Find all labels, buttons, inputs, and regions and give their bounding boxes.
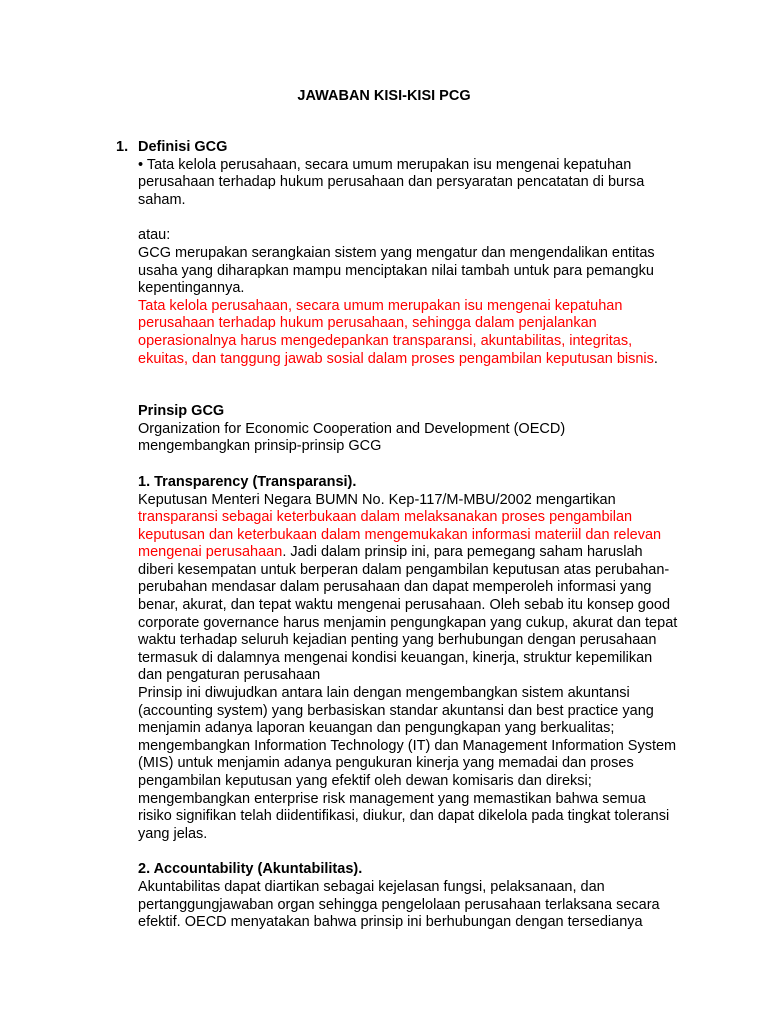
highlight-end: . [653, 350, 658, 367]
transparency-rest: . Jadi dalam prinsip ini, para pemegang saham haruslah diberi kesempatan untuk berperan dalam pengambilan keputusan atas perubahan-perubahan mendasar dalam perusahaan dan dapat memperoleh informasi yang benar, akurat, dan tepat waktu mengenai perusahaan. Oleh sebab itu konsep good corporate governance harus menjamin pengungkapan yang cukup, akurat dan tepat waktu terhadap seluruh kejadian penting yang berhubungan dengan perusahaan termasuk di dalamnya mengenai kondisi keuangan, kinerja, struktur kepemilikan dan pengaturan perusahaan [138, 544, 678, 684]
transparency-paragraph [138, 492, 678, 686]
section-number: 1. [116, 139, 129, 155]
document-body [138, 139, 678, 932]
principles-heading: Prinsip GCG [138, 403, 225, 420]
or-label: atau: [138, 227, 171, 244]
transparency-lead: Keputusan Menteri Negara BUMN No. Kep-117/M-MBU/2002 mengartikan [138, 491, 616, 508]
principles-intro: Organization for Economic Cooperation and Development (OECD) mengembangkan prinsip-prinsip GCG [138, 420, 566, 455]
definition-bullet: • Tata kelola perusahaan, secara umum merupakan isu mengenai kepatuhan perusahaan terhadap hukum perusahaan dan persyaratan pencatatan di bursa saham. [138, 156, 645, 208]
transparency-heading: 1. Transparency (Transparansi). [138, 473, 357, 490]
transparency-highlight: transparansi sebagai keterbukaan dalam melaksanakan proses pengambilan keputusan dan keterbukaan dalam mengemukakan informasi materiil dan relevan mengenai perusahaan [138, 509, 662, 561]
definition-alternative: GCG merupakan serangkaian sistem yang mengatur dan mengendalikan entitas usaha yang diharapkan mampu menciptakan nilai tambah untuk para pemangku kepentingannya. [138, 244, 655, 297]
section-heading-definisi: Definisi GCG [138, 139, 228, 155]
accountability-paragraph: Akuntabilitas dapat diartikan sebagai kejelasan fungsi, pelaksanaan, dan pertanggungjawaban organ sehingga pengelolaan perusahaan terlaksana secara efektif. OECD menyatakan bahwa prinsip ini berhubungan dengan tersedianya [138, 878, 660, 931]
definition-highlight [138, 298, 678, 368]
highlight-text: Tata kelola perusahaan, secara umum merupakan isu mengenai kepatuhan perusahaan terhadap hukum perusahaan, sehingga dalam penjalankan operasionalnya harus mengedepankan transparansi, akuntabilitas, integritas, ekuitas, dan tanggung jawab sosial dalam proses pengambilan keputusan bisnis [138, 297, 654, 367]
transparency-paragraph-2: Prinsip ini diwujudkan antara lain dengan mengembangkan sistem akuntansi (accounting system) yang berbasiskan standar akuntansi dan best practice yang menjamin adanya laporan keuangan dan pengungkapan yang berkualitas; mengembangkan Information Technology (IT) dan Management Information System (MIS) untuk menjamin adanya pengukuran kinerja yang memadai dan proses pengambilan keputusan yang efektif oleh dewan komisaris dan direksi; mengembangkan enterprise risk management yang memastikan bahwa semua risiko signifikan telah diidentifikasi, diukur, dan dapat dikelola pada tingkat toleransi yang jelas. [138, 685, 677, 842]
accountability-heading: 2. Accountability (Akuntabilitas). [138, 861, 363, 878]
document-title: JAWABAN KISI-KISI PCG [297, 88, 471, 104]
